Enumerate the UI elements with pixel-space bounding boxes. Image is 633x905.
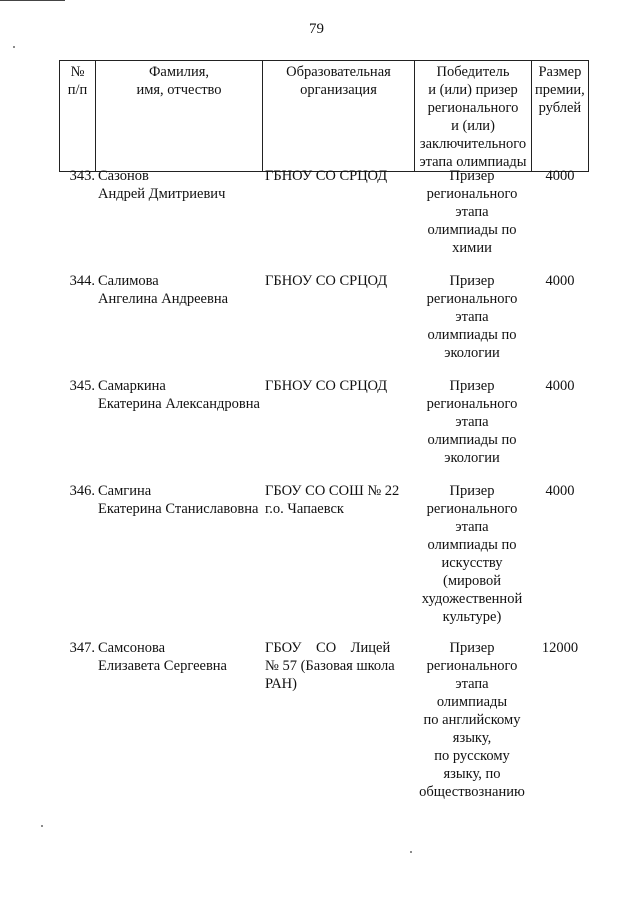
row-number: 345. <box>69 378 95 394</box>
award-status: Призер регионального этапа олимпиады по английскому языку, по русскому языку, по обществознанию <box>419 640 525 800</box>
prize-amount: 4000 <box>545 483 575 499</box>
participant-name <box>98 167 260 203</box>
participant-name <box>98 377 260 413</box>
row-number: 347. <box>69 640 95 656</box>
scan-speck <box>41 825 43 827</box>
header-full-name: Фамилия, имя, отчество <box>96 61 263 172</box>
header-organization: Образовательная организация <box>263 61 415 172</box>
scan-speck <box>410 851 412 853</box>
table-header <box>59 60 589 172</box>
row-number: 343. <box>69 168 95 184</box>
award-status: Призер регионального этапа олимпиады по химии <box>426 168 518 256</box>
given-names: Ангелина Андреевна <box>98 291 229 307</box>
surname: Самгина <box>98 483 152 499</box>
given-names: Екатерина Станиславовна <box>98 501 259 517</box>
surname: Самсонова <box>98 640 166 656</box>
row-number: 344. <box>69 273 95 289</box>
surname: Салимова <box>98 273 159 289</box>
award-status: Призер регионального этапа олимпиады по искусству (мировой художественной культуре) <box>421 483 523 625</box>
top-edge-rule <box>0 0 65 1</box>
participant-name <box>98 482 260 518</box>
given-names: Елизавета Сергеевна <box>98 658 227 674</box>
prize-amount: 4000 <box>545 378 575 394</box>
prize-amount: 4000 <box>545 273 575 289</box>
header-status: Победитель и (или) призер регионального и (или) заключительного этапа олимпиады <box>415 61 532 172</box>
surname: Самаркина <box>98 378 166 394</box>
organization: ГБНОУ СО СРЦОД <box>265 168 388 184</box>
row-number: 346. <box>69 483 95 499</box>
organization: ГБНОУ СО СРЦОД <box>265 273 388 289</box>
award-status: Призер регионального этапа олимпиады по экологии <box>426 273 518 361</box>
participant-name <box>98 639 260 675</box>
prize-amount: 12000 <box>541 640 579 656</box>
prize-amount: 4000 <box>545 168 575 184</box>
organization: ГБОУ СО Лицей № 57 (Базовая школа РАН) <box>265 640 395 692</box>
header-number: № п/п <box>60 61 96 172</box>
participant-name <box>98 272 260 308</box>
award-status: Призер регионального этапа олимпиады по экологии <box>426 378 518 466</box>
given-names: Андрей Дмитриевич <box>98 186 226 202</box>
header-prize: Размер премии, рублей <box>532 61 589 172</box>
scan-speck <box>13 46 15 48</box>
page-number: 79 <box>309 21 324 37</box>
organization: ГБОУ СО СОШ № 22 г.о. Чапаевск <box>265 483 400 517</box>
surname: Сазонов <box>98 168 149 184</box>
given-names: Екатерина Александровна <box>98 396 260 412</box>
organization: ГБНОУ СО СРЦОД <box>265 378 388 394</box>
